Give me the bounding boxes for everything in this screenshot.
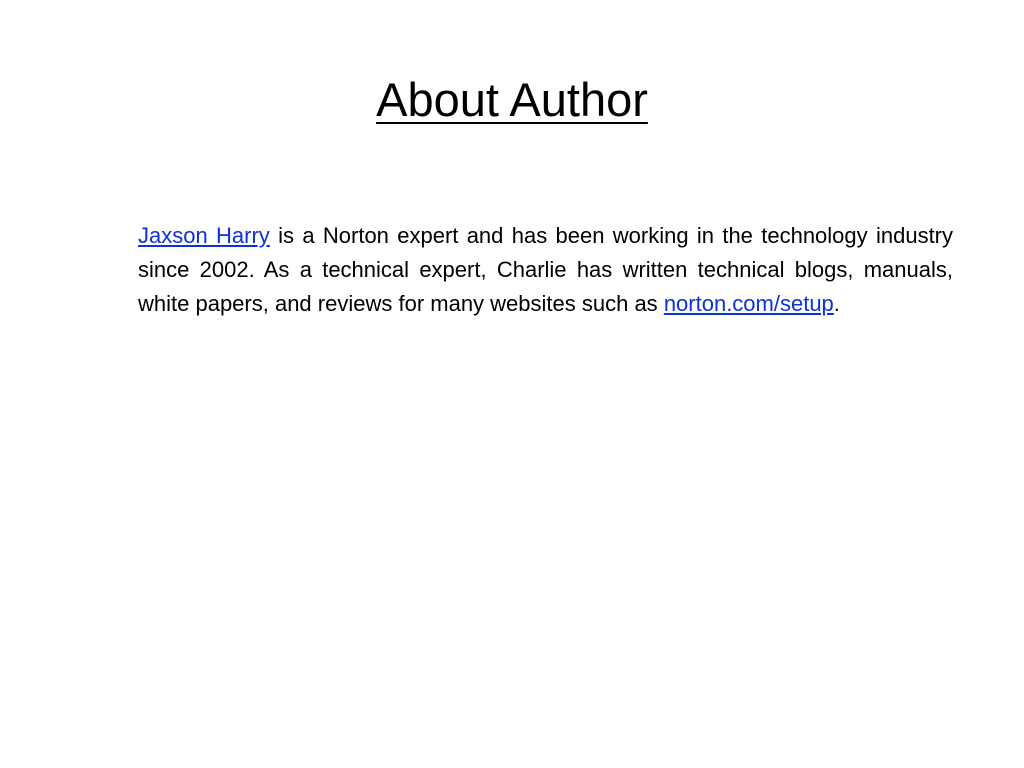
author-paragraph — [138, 219, 953, 321]
norton-setup-link[interactable]: norton.com/setup — [663, 291, 834, 316]
page-title — [0, 66, 1024, 134]
paragraph-text: is a Norton expert and has been working in the technology industry since 2002. As a technical expert, Charlie has written technical blogs, manuals, white papers, and reviews for many websites such as — [138, 223, 954, 316]
author-link[interactable]: Jaxson Harry — [138, 223, 270, 248]
paragraph-end: . — [833, 291, 840, 316]
page-title-text: About Author — [376, 73, 648, 126]
